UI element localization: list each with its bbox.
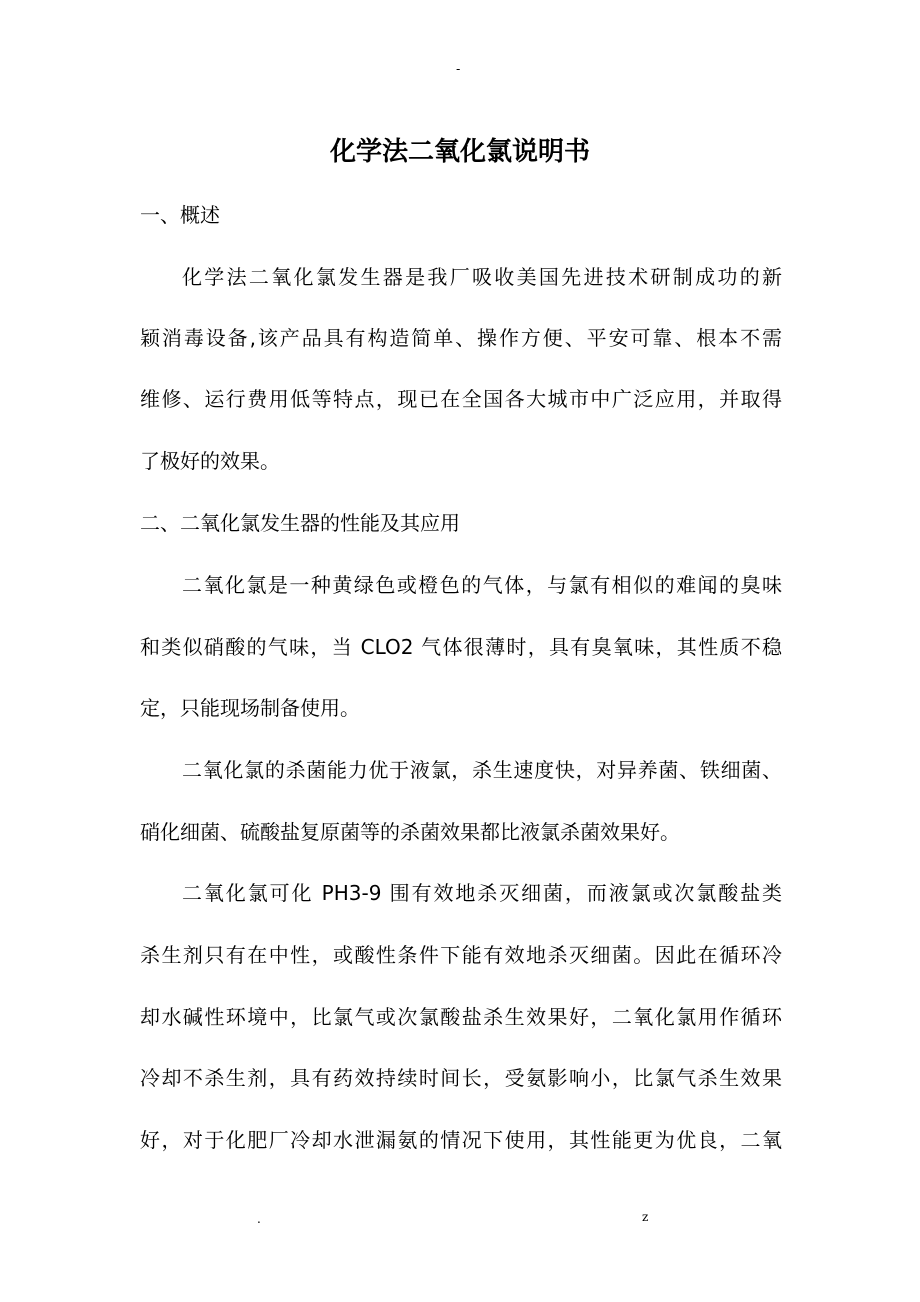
paragraph-line: 却水碱性环境中，比氯气或次氯酸盐杀生效果好，二氧化氯用作循环 bbox=[140, 1005, 782, 1029]
paragraph-line: 定，只能现场制备使用。 bbox=[140, 696, 360, 720]
paragraph-line: 杀生剂只有在中性，或酸性条件下能有效地杀灭细菌。因此在循环冷 bbox=[140, 943, 782, 967]
paragraph-line: 冷却不杀生剂，具有药效持续时间长，受氨影响小，比氯气杀生效果 bbox=[140, 1066, 782, 1090]
header-mark: - bbox=[456, 62, 461, 76]
paragraph-line: 二氧化氯可化 PH3-9 围有效地杀灭细菌，而液氯或次氯酸盐类 bbox=[182, 881, 782, 905]
paragraph-line: 二氧化氯是一种黄绿色或橙色的气体，与氯有相似的难闻的臭味 bbox=[182, 573, 782, 597]
paragraph-line: 维修、运行费用低等特点，现已在全国各大城市中广泛应用，并取得 bbox=[140, 387, 782, 411]
paragraph-line: 了极好的效果。 bbox=[140, 449, 280, 473]
footer-left-mark: . bbox=[257, 1212, 261, 1226]
document-title: 化学法二氧化氯说明书 bbox=[329, 137, 590, 167]
paragraph-line: 好，对于化肥厂冷却水泄漏氨的情况下使用，其性能更为优良，二氧 bbox=[140, 1128, 782, 1152]
paragraph-line: 颖消毒设备,该产品具有构造简单、操作方便、平安可靠、根本不需 bbox=[140, 326, 782, 350]
section-heading-overview: 一、概述 bbox=[140, 203, 220, 227]
section-heading-performance: 二、二氧化氯发生器的性能及其应用 bbox=[140, 511, 460, 535]
paragraph-line: 和类似硝酸的气味，当 CLO2 气体很薄时，具有臭氧味，其性质不稳 bbox=[140, 635, 782, 659]
paragraph-line: 化学法二氧化氯发生器是我厂吸收美国先进技术研制成功的新 bbox=[182, 265, 782, 289]
paragraph-line: 二氧化氯的杀菌能力优于液氯，杀生速度快，对异养菌、铁细菌、 bbox=[182, 758, 782, 782]
footer-right-mark: z bbox=[642, 1210, 649, 1224]
paragraph-line: 硝化细菌、硫酸盐复原菌等的杀菌效果都比液氯杀菌效果好。 bbox=[140, 820, 680, 844]
